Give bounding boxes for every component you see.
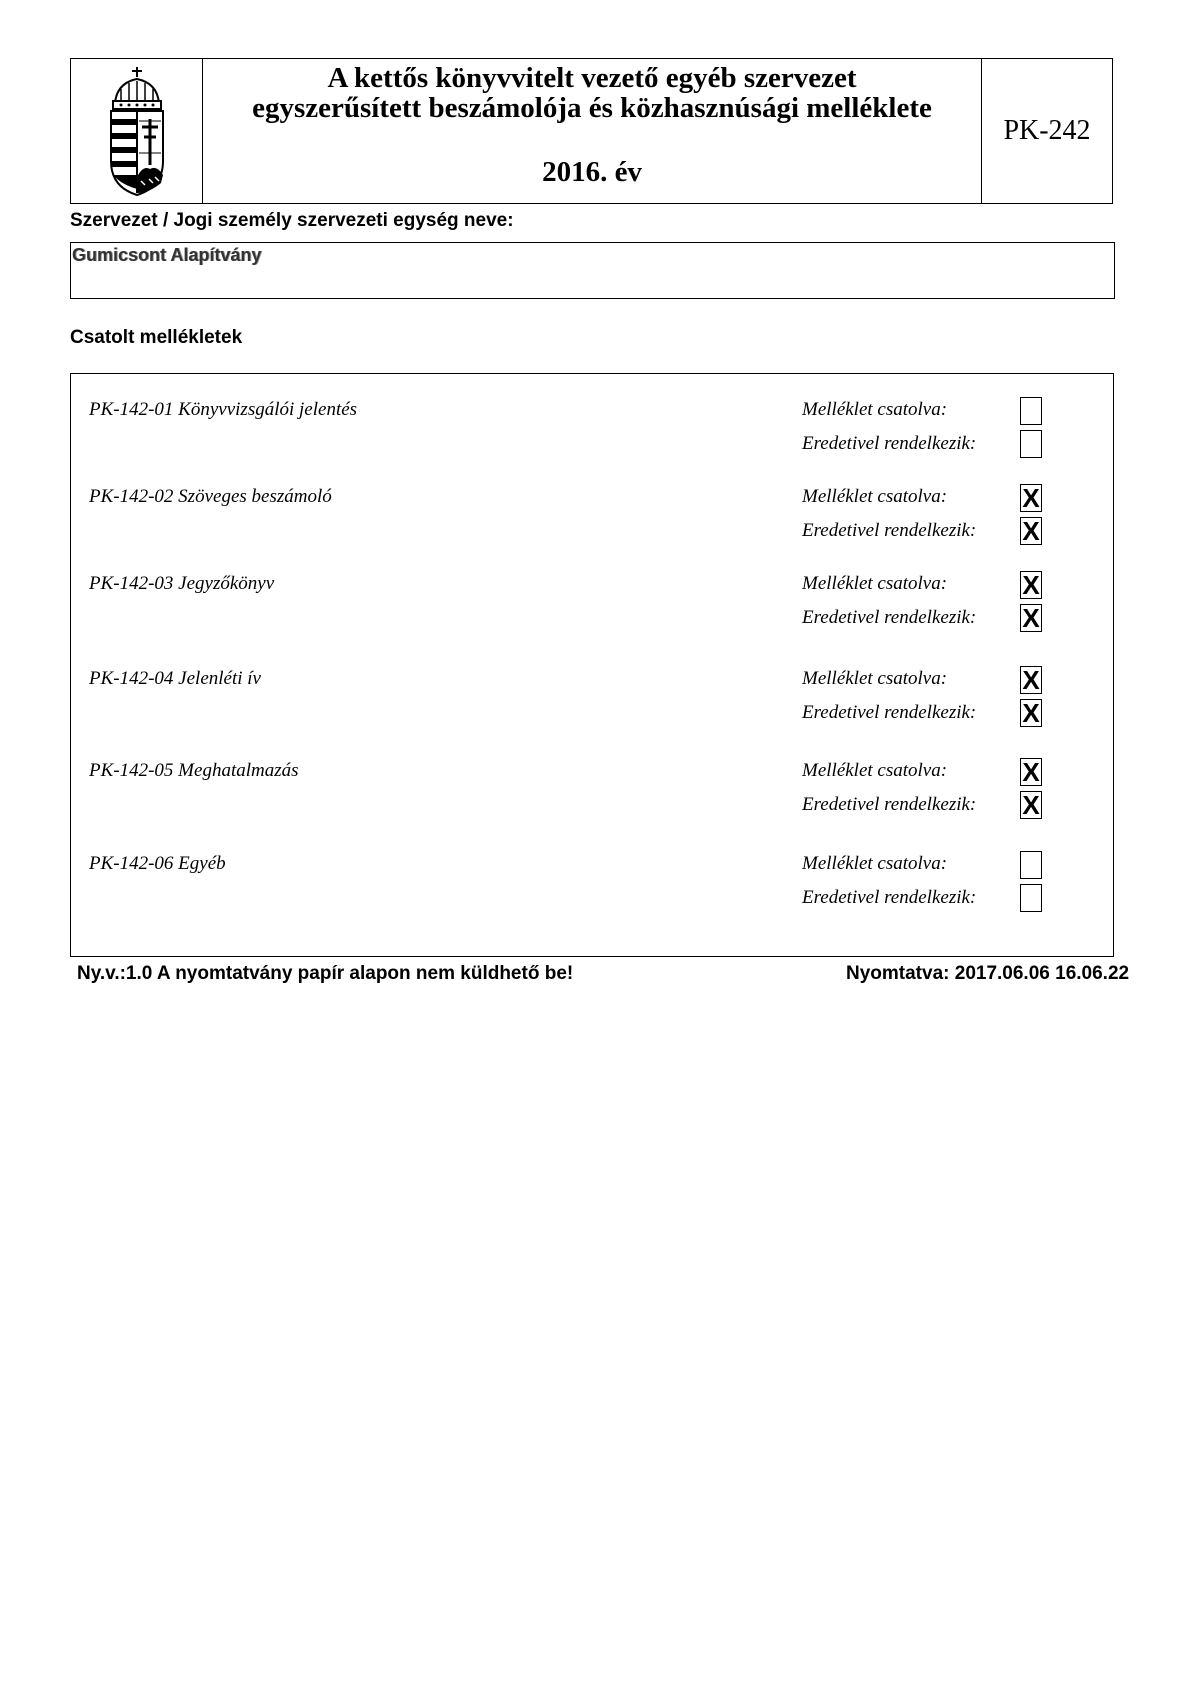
original-label: Eredetivel rendelkezik: [802,794,977,815]
attached-label: Melléklet csatolva: [802,668,948,689]
attachment-item [71,399,1113,463]
attached-checkbox[interactable]: X [1020,758,1042,786]
attached-label: Melléklet csatolva: [802,486,948,507]
organization-name-field[interactable] [70,242,1115,299]
original-label: Eredetivel rendelkezik: [802,433,977,454]
attachment-title: PK-142-06 Egyéb [89,853,226,874]
form-header [70,58,1113,204]
attached-label: Melléklet csatolva: [802,573,948,594]
original-checkbox[interactable]: X [1020,517,1042,545]
form-title-line-2: egyszerűsített beszámolója és közhasznúsági melléklete [252,92,932,124]
attachments-label: Csatolt mellékletek [70,327,243,348]
form-code: PK-242 [1003,115,1091,146]
title-cell [203,59,982,203]
form-title-line-1: A kettős könyvvitelt vezető egyéb szervezet [327,62,857,94]
original-checkbox[interactable] [1020,884,1042,912]
attachment-item [71,757,1113,824]
original-checkbox[interactable]: X [1020,604,1042,632]
attached-label: Melléklet csatolva: [802,399,948,420]
attachments-box [70,373,1114,957]
attached-checkbox[interactable]: X [1020,666,1042,694]
attached-label: Melléklet csatolva: [802,760,948,781]
original-checkbox[interactable] [1020,430,1042,458]
original-label: Eredetivel rendelkezik: [802,887,977,908]
organization-label: Szervezet / Jogi személy szervezeti egység neve: [70,210,514,231]
organization-name: Gumicsont Alapítvány [72,245,262,265]
attached-label: Melléklet csatolva: [802,853,948,874]
print-timestamp: Nyomtatva: 2017.06.06 16.06.22 [846,963,1130,984]
attached-checkbox[interactable]: X [1020,571,1042,599]
original-checkbox[interactable]: X [1020,699,1042,727]
form-year: 2016. év [542,156,642,188]
attached-checkbox[interactable]: X [1020,484,1042,512]
original-label: Eredetivel rendelkezik: [802,702,977,723]
attachment-title: PK-142-02 Szöveges beszámoló [89,486,332,507]
attachment-title: PK-142-01 Könyvvizsgálói jelentés [89,399,358,420]
attachment-title: PK-142-04 Jelenléti ív [89,668,261,689]
version-note: Ny.v.:1.0 A nyomtatvány papír alapon nem küldhető be! [77,963,574,984]
attachment-item [71,665,1113,732]
hungarian-coat-of-arms-icon [105,65,169,197]
original-label: Eredetivel rendelkezik: [802,607,977,628]
emblem-cell [71,59,203,203]
attachment-item [71,483,1113,550]
attachment-item [71,570,1113,637]
original-label: Eredetivel rendelkezik: [802,520,977,541]
attachment-title: PK-142-05 Meghatalmazás [89,760,299,781]
original-checkbox[interactable]: X [1020,791,1042,819]
attachment-item [71,853,1113,917]
attached-checkbox[interactable] [1020,851,1042,879]
attached-checkbox[interactable] [1020,397,1042,425]
attachment-title: PK-142-03 Jegyzőkönyv [89,573,275,594]
